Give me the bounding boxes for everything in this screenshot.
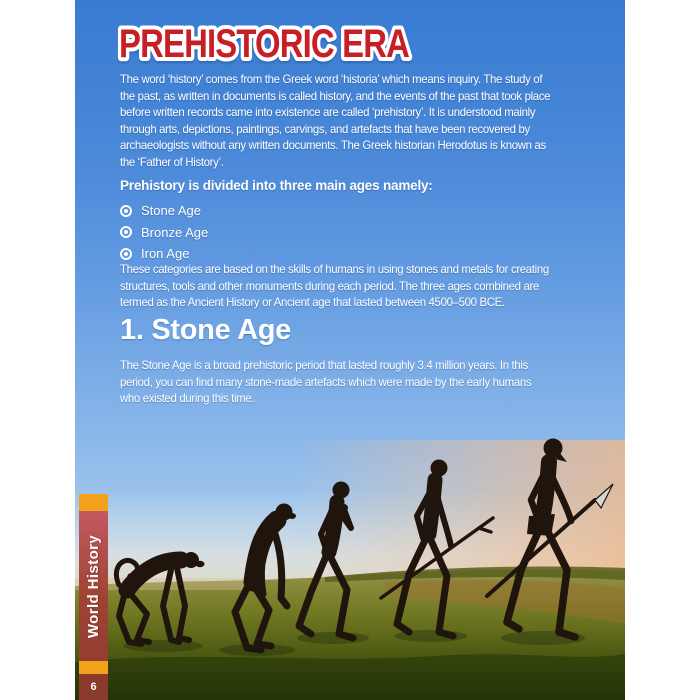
intro-paragraph bbox=[120, 71, 550, 170]
text-line: the past, as written in documents is called history, and the events of the past that took place bbox=[120, 88, 551, 103]
tab-orange-segment bbox=[79, 494, 108, 511]
page-title-art bbox=[115, 13, 445, 71]
foreground-shadow bbox=[75, 654, 625, 700]
ages-note-paragraph bbox=[120, 261, 549, 311]
tab-chapter-segment bbox=[79, 511, 108, 661]
ages-list bbox=[120, 200, 208, 265]
text-line: These categories are based on the skills of humans in using stones and metals for creating bbox=[120, 262, 549, 276]
age-label: Bronze Age bbox=[141, 224, 209, 240]
stone-tool bbox=[340, 504, 348, 512]
age-label: Stone Age bbox=[141, 203, 201, 219]
page-title: PREHISTORIC ERA bbox=[119, 22, 410, 66]
text-line: The word ‘history’ comes from the Greek word ‘historia’ which means inquiry. The study of bbox=[120, 72, 543, 86]
text-line: termed as the Ancient History or Ancient age that lasted between 4500–500 BCE. bbox=[120, 295, 505, 309]
tab-orange-segment bbox=[79, 661, 108, 674]
text-line: archaeologists without any written documents. The Greek historian Herodotus is known as bbox=[120, 138, 546, 152]
ages-heading: Prehistory is divided into three main ages namely: bbox=[120, 178, 433, 193]
text-line: who existed during this time. bbox=[120, 391, 255, 405]
evolution-illustration bbox=[75, 410, 625, 700]
list-item bbox=[120, 200, 208, 222]
text-line: structures, tools and other monuments during each period. The three ages combined are bbox=[120, 278, 539, 293]
text-line: The Stone Age is a broad prehistoric period that lasted roughly 3.4 million years. In this bbox=[120, 358, 528, 372]
sidebar-tab bbox=[79, 494, 108, 700]
text-line: before written records came into existence are called ‘prehistory’. It is understood mainly bbox=[120, 105, 536, 119]
page-number: 6 bbox=[90, 681, 97, 693]
chapter-label: World History bbox=[85, 534, 103, 638]
section-heading: 1. Stone Age bbox=[120, 314, 291, 346]
bullet-icon bbox=[120, 226, 132, 238]
list-item bbox=[120, 222, 208, 244]
bullet-icon bbox=[120, 248, 132, 260]
ape-muzzle bbox=[196, 561, 205, 567]
text-line: through arts, depictions, paintings, carvings, and artefacts that have been recovered by bbox=[120, 121, 530, 136]
age-label: Iron Age bbox=[141, 246, 190, 262]
section-paragraph bbox=[120, 357, 531, 407]
bullet-icon bbox=[120, 205, 132, 217]
ape2-muzzle bbox=[288, 513, 296, 519]
book-page bbox=[75, 0, 625, 700]
tab-page-number-segment bbox=[79, 674, 108, 700]
text-line: period, you can find many stone-made artefacts which were made by the early humans bbox=[120, 374, 532, 389]
text-line: the ‘Father of History’. bbox=[120, 154, 224, 169]
